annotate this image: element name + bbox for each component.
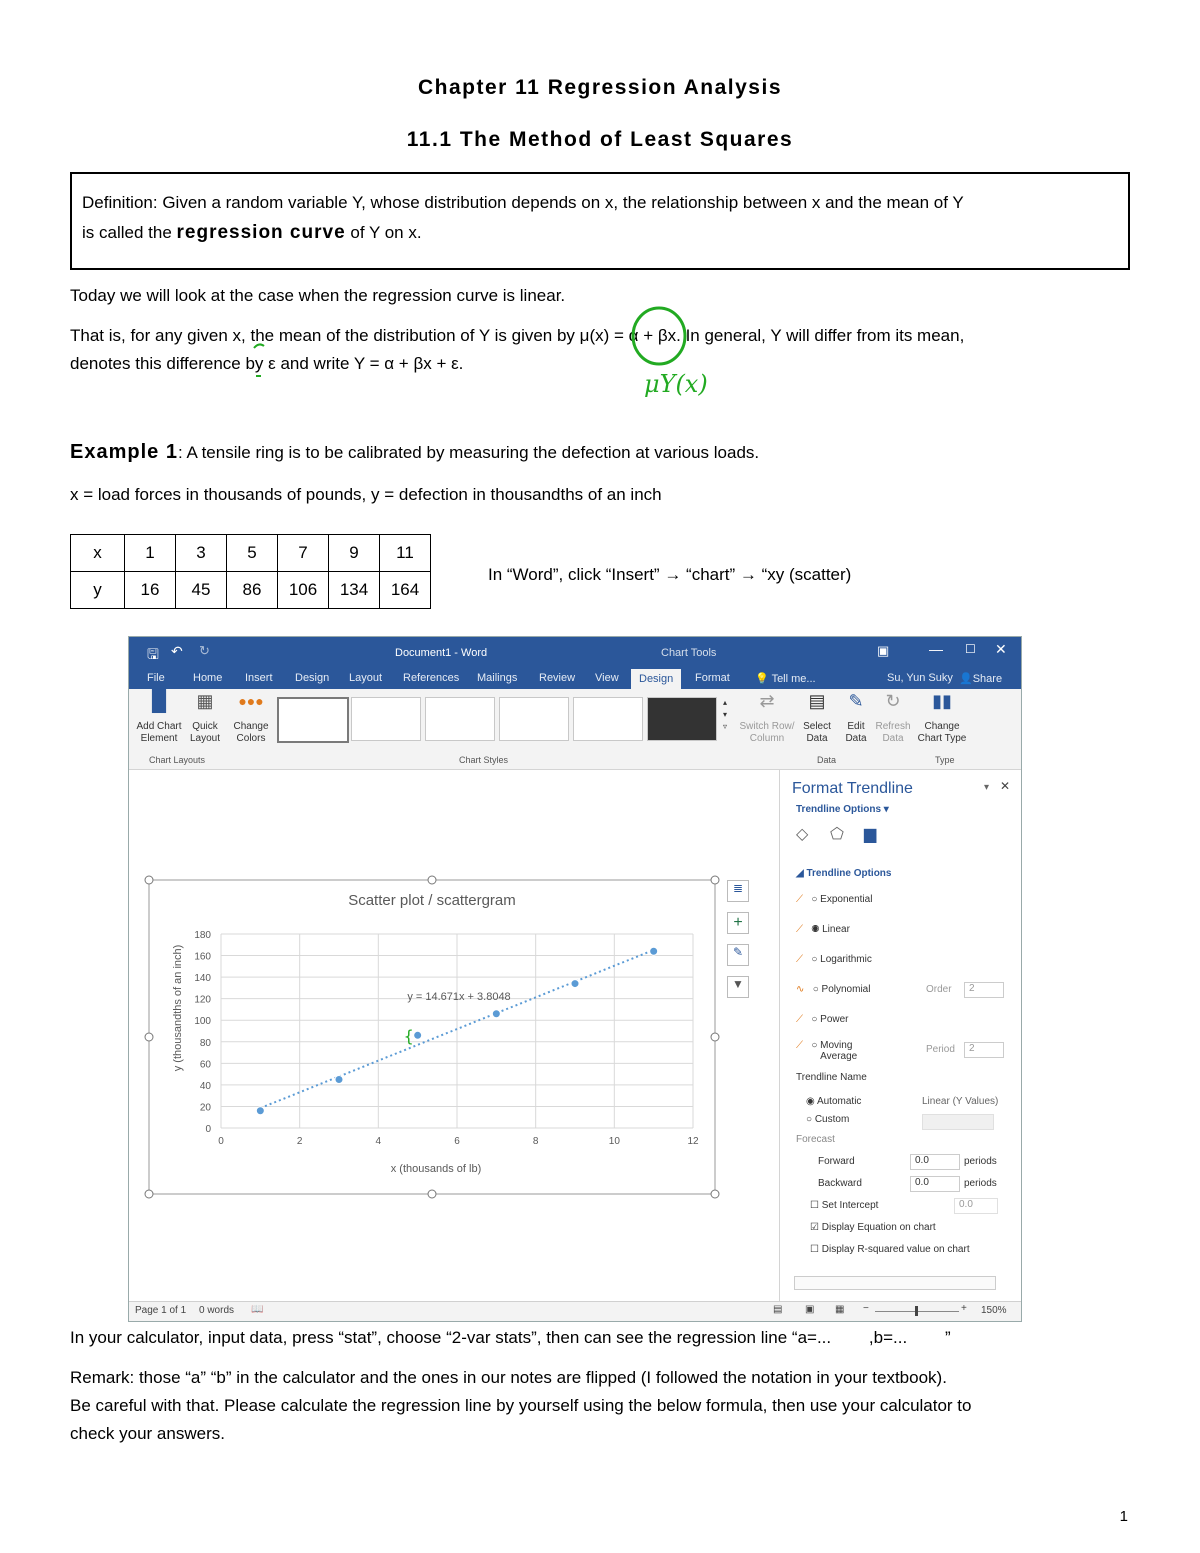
refresh-data-button[interactable] <box>875 691 911 745</box>
paragraph-mean-line1: That is, for any given x, the mean of the distribution of Y is given by μ(x) = α + βx. In general, Y will differ from its mean, <box>70 326 965 345</box>
paragraph-linear: Today we will look at the case when the regression curve is linear. <box>70 286 566 305</box>
remark-line3: check your answers. <box>70 1424 225 1443</box>
y-tick-label: 100 <box>194 1016 211 1028</box>
data-point <box>571 980 579 988</box>
person-icon: 👤 <box>959 673 973 685</box>
example-heading <box>70 438 759 467</box>
pane-subtitle-text: Trendline Options <box>796 804 882 815</box>
backward-input[interactable]: 0.0 <box>910 1176 960 1192</box>
status-bar <box>129 1301 1021 1322</box>
tab-view[interactable]: View <box>595 672 619 684</box>
redo-icon[interactable]: ↻ <box>199 643 210 658</box>
pane-close-icon[interactable]: ✕ <box>1000 779 1011 793</box>
chart-title: Scatter plot / scattergram <box>348 892 516 909</box>
page-number: 1 <box>1119 1508 1128 1525</box>
group-label-data: Data <box>817 755 837 765</box>
display-r-squared-checkbox[interactable]: ☐ Display R-squared value on chart <box>810 1244 970 1255</box>
select-data-button[interactable] <box>799 691 835 745</box>
forward-input[interactable]: 0.0 <box>910 1154 960 1170</box>
x-tick-label: 8 <box>532 1136 539 1147</box>
chapter-title: Chapter 11 Regression Analysis <box>417 76 783 99</box>
ribbon-display-icon[interactable]: ▣ <box>877 643 890 658</box>
tab-review[interactable]: Review <box>539 672 576 684</box>
x-tick-label: 6 <box>454 1136 460 1147</box>
power-icon: ⟋ <box>796 1014 803 1025</box>
logarithmic-icon: ⟋ <box>796 954 803 965</box>
automatic-label: Automatic <box>816 1096 862 1107</box>
zoom-slider-thumb[interactable] <box>915 1306 918 1316</box>
example-label: Example 1 <box>70 441 178 463</box>
definition-line1: Definition: Given a random variable Y, whose distribution depends on x, the relationship between x and the mean of Y <box>82 193 964 212</box>
read-mode-icon[interactable]: ▤ <box>773 1304 783 1315</box>
change-chart-type-button[interactable] <box>917 691 967 745</box>
table-cell: 164 <box>380 572 431 609</box>
option-logarithmic[interactable]: ⟋ ○ Logarithmic <box>796 954 872 965</box>
resize-handle <box>428 1190 436 1198</box>
option-label: Exponential <box>820 894 873 905</box>
chart-frame <box>145 876 719 1198</box>
effects-icon[interactable]: ⬠ <box>830 826 844 843</box>
option-label: Polynomial <box>821 984 871 995</box>
section-title: 11.1 The Method of Least Squares <box>406 128 794 151</box>
data-point <box>335 1076 343 1084</box>
y-tick-label: 180 <box>194 930 211 941</box>
forward-periods-label: periods <box>964 1156 997 1167</box>
handwritten-brace: { <box>403 1026 414 1046</box>
change-colors-button[interactable] <box>229 695 273 745</box>
zoom-out-icon[interactable]: − <box>863 1303 869 1314</box>
quick-layout-button[interactable] <box>185 691 225 745</box>
y-axis-label: y (thousandths of an inch) <box>172 944 184 1072</box>
data-point <box>650 947 658 955</box>
data-table <box>70 534 431 609</box>
section-trendline-options[interactable]: ◢ Trendline Options <box>796 868 892 879</box>
chart-style-5[interactable] <box>573 697 643 741</box>
option-power[interactable]: ⟋ ○ Power <box>796 1014 849 1025</box>
tab-insert[interactable]: Insert <box>245 672 273 684</box>
display-equation-checkbox[interactable]: ☑ Display Equation on chart <box>810 1222 936 1233</box>
display-equation-label: Display Equation on chart <box>821 1222 936 1233</box>
table-cell: 106 <box>278 572 329 609</box>
table-cell: 3 <box>176 535 227 572</box>
resize-handle <box>428 876 436 884</box>
y-tick-label: 60 <box>199 1059 211 1071</box>
table-cell: 5 <box>227 535 278 572</box>
tab-file[interactable]: File <box>147 672 165 684</box>
paragraph-mean-line2: denotes this difference by ε and write Y = α + βx + ε. <box>70 354 464 373</box>
handwritten-mu: μY(x) <box>644 370 708 398</box>
chart-filter-icon[interactable]: ▼ <box>727 976 749 998</box>
word-window <box>128 636 1022 1322</box>
pane-scrollbar[interactable] <box>794 1276 996 1290</box>
table-cell: 7 <box>278 535 329 572</box>
scatter-chart[interactable] <box>129 770 779 1301</box>
group-label-layouts: Chart Layouts <box>149 755 206 765</box>
handwritten-annotation <box>630 300 730 410</box>
backward-periods-label: periods <box>964 1178 997 1189</box>
context-label: Chart Tools <box>661 647 717 659</box>
period-label: Period <box>926 1044 955 1055</box>
refresh-data-icon: ↻ <box>885 691 901 711</box>
trendline-name-label: Trendline Name <box>796 1072 867 1083</box>
custom-name-input[interactable] <box>922 1114 994 1130</box>
data-point <box>414 1031 422 1039</box>
y-tick-label: 40 <box>199 1080 211 1092</box>
tab-layout[interactable]: Layout <box>349 672 383 684</box>
definition-box <box>70 172 1130 270</box>
table-row-x <box>71 535 431 572</box>
word-count[interactable]: 0 words <box>199 1305 235 1316</box>
y-tick-label: 0 <box>205 1124 211 1135</box>
data-point <box>492 1010 500 1018</box>
select-data-icon: ▤ <box>808 691 826 711</box>
edit-data-label: Edit Data <box>845 721 867 744</box>
chart-elements-plus-icon[interactable]: + <box>727 912 749 934</box>
switch-row-column-label: Switch Row/ Column <box>739 721 795 744</box>
lightbulb-icon: 💡 <box>755 673 772 685</box>
zoom-in-icon[interactable]: + <box>961 1303 967 1314</box>
handwritten-marks <box>250 326 270 386</box>
table-cell: 86 <box>227 572 278 609</box>
tab-chart-format[interactable]: Format <box>695 672 730 684</box>
order-label: Order <box>926 984 952 995</box>
table-header-y: y <box>71 572 125 609</box>
chart-style-1[interactable] <box>277 697 349 743</box>
table-header-x: x <box>71 535 125 572</box>
close-icon[interactable]: ✕ <box>995 641 1007 657</box>
set-intercept-checkbox[interactable]: ☐ Set Intercept <box>810 1200 879 1211</box>
definition-term: regression curve <box>176 222 346 243</box>
add-chart-element-button[interactable] <box>133 690 185 745</box>
tab-home[interactable]: Home <box>193 672 223 684</box>
y-tick-label: 160 <box>194 951 211 963</box>
option-automatic[interactable]: ◉ Automatic <box>806 1096 862 1107</box>
edit-data-icon: ✎ <box>848 691 864 711</box>
fill-line-icon[interactable]: ◇ <box>796 826 809 843</box>
data-point <box>256 1107 264 1115</box>
proofing-icon[interactable]: 📖 <box>251 1304 264 1315</box>
x-tick-label: 10 <box>608 1136 620 1147</box>
x-tick-label: 4 <box>375 1136 382 1147</box>
x-tick-label: 12 <box>687 1136 699 1147</box>
backward-label: Backward <box>818 1178 862 1189</box>
section-label: Trendline Options <box>806 868 892 879</box>
option-linear[interactable]: ⟋ ◉ Linear <box>796 924 850 935</box>
web-layout-icon[interactable]: ▦ <box>835 1304 845 1315</box>
table-cell: 1 <box>125 535 176 572</box>
period-input[interactable]: 2 <box>964 1042 1004 1058</box>
x-tick-label: 2 <box>296 1136 303 1147</box>
quick-layout-icon: ▦ <box>196 691 214 711</box>
option-custom[interactable]: ○ Custom <box>806 1114 850 1125</box>
remark-line2: Be careful with that. Please calculate the regression line by yourself using the below formula, then use your calculator to <box>70 1396 972 1415</box>
resize-handle <box>145 876 153 884</box>
user-name[interactable]: Su, Yun Suky <box>887 672 953 684</box>
change-colors-icon: ●●● <box>238 693 264 709</box>
option-polynomial[interactable]: ∿ ○ Polynomial Order 2 <box>796 984 870 995</box>
word-instruction: In “Word”, click “Insert” → “chart” → “xy (scatter) <box>488 565 852 584</box>
table-cell: 9 <box>329 535 380 572</box>
resize-handle <box>711 1033 719 1041</box>
chart-style-6[interactable] <box>647 697 717 741</box>
trendline-options-icon[interactable]: ▆ <box>864 826 877 843</box>
page-count[interactable]: Page 1 of 1 <box>135 1305 187 1316</box>
share-button[interactable] <box>959 672 1002 685</box>
calculator-instructions: In your calculator, input data, press “stat”, choose “2-var stats”, then can see the regression line “a=... ,b=... ” <box>70 1328 951 1347</box>
option-label: Logarithmic <box>820 954 872 965</box>
resize-handle <box>711 1190 719 1198</box>
custom-label: Custom <box>814 1114 850 1125</box>
tab-design[interactable]: Design <box>295 672 330 684</box>
switch-row-column-icon: ⇄ <box>759 691 775 711</box>
trendline-equation: y = 14.671x + 3.8048 <box>407 991 511 1003</box>
option-exponential[interactable]: ⟋ ○ Exponential <box>796 894 873 905</box>
add-chart-element-label: Add Chart Element <box>136 721 182 744</box>
moving-average-icon: ⟋ <box>796 1040 803 1051</box>
format-trendline-pane <box>779 770 1022 1301</box>
remark-line1: Remark: those “a” “b” in the calculator and the ones in our notes are flipped (I followed the notation in your textbook). <box>70 1368 947 1387</box>
group-label-styles: Chart Styles <box>459 755 509 765</box>
undo-icon[interactable]: ↶ <box>171 643 183 659</box>
zoom-level[interactable]: 150% <box>981 1305 1007 1316</box>
forward-label: Forward <box>818 1156 855 1167</box>
linear-icon: ⟋ <box>796 924 803 935</box>
pane-subtitle[interactable]: Trendline Options ▾ <box>796 804 889 815</box>
resize-handle <box>145 1190 153 1198</box>
example-variables: x = load forces in thousands of pounds, y = defection in thousandths of an inch <box>70 485 662 504</box>
switch-row-column-button[interactable] <box>739 691 795 745</box>
example-text: : A tensile ring is to be calibrated by measuring the defection at various loads. <box>177 443 760 462</box>
document-canvas <box>129 770 779 1301</box>
add-chart-element-icon: ▐▌ <box>144 690 174 712</box>
tab-chart-design[interactable]: Design <box>631 669 681 689</box>
word-titlebar <box>129 637 1021 669</box>
pane-menu-icon[interactable]: ▾ <box>984 782 990 793</box>
option-label: Linear <box>822 924 850 935</box>
change-colors-label: Change Colors <box>233 721 269 744</box>
definition-line2-post: of Y on x. <box>345 223 422 242</box>
forecast-label: Forecast <box>796 1134 835 1145</box>
pane-title: Format Trendline <box>792 780 913 797</box>
chart-style-2[interactable] <box>351 697 421 741</box>
ribbon-tabs <box>129 669 1021 689</box>
x-tick-label: 0 <box>218 1136 224 1147</box>
x-axis-label: x (thousands of lb) <box>390 1163 482 1175</box>
layout-options-icon[interactable]: ≣ <box>727 880 749 902</box>
option-label: Moving Average <box>820 1040 858 1062</box>
refresh-data-label: Refresh Data <box>875 721 911 744</box>
option-label: Power <box>820 1014 849 1025</box>
change-chart-type-label: Change Chart Type <box>917 721 967 744</box>
intercept-input[interactable]: 0.0 <box>954 1198 998 1214</box>
resize-handle <box>711 876 719 884</box>
exponential-icon: ⟋ <box>796 894 803 905</box>
table-cell: 134 <box>329 572 380 609</box>
chart-area-border <box>149 880 715 1194</box>
print-layout-icon[interactable]: ▣ <box>805 1304 815 1315</box>
table-row-y <box>71 572 431 609</box>
group-label-type: Type <box>935 755 955 765</box>
table-cell: 16 <box>125 572 176 609</box>
table-cell: 45 <box>176 572 227 609</box>
tell-me-text: Tell me... <box>771 673 816 685</box>
chart-style-3[interactable] <box>425 697 495 741</box>
y-tick-label: 120 <box>194 994 211 1006</box>
y-tick-label: 20 <box>199 1102 211 1114</box>
polynomial-icon: ∿ <box>796 984 805 995</box>
gallery-scroll[interactable]: ▴ ▾ ▿ <box>722 698 727 731</box>
option-moving-average[interactable]: ⟋ ○ Moving Average Period 2 <box>796 1040 1016 1062</box>
set-intercept-label: Set Intercept <box>821 1200 879 1211</box>
y-tick-label: 80 <box>199 1037 211 1049</box>
select-data-label: Select Data <box>803 721 831 744</box>
automatic-value: Linear (Y Values) <box>922 1096 999 1107</box>
display-r-squared-label: Display R-squared value on chart <box>821 1244 970 1255</box>
tab-references[interactable]: References <box>403 672 460 684</box>
y-tick-label: 140 <box>194 973 211 985</box>
minimize-icon[interactable]: — <box>929 641 943 657</box>
save-icon[interactable]: 🖫 <box>147 646 159 662</box>
edit-data-button[interactable] <box>839 691 873 745</box>
share-label: Share <box>972 673 1003 685</box>
ribbon <box>129 689 1021 770</box>
chart-style-4[interactable] <box>499 697 569 741</box>
tell-me-box[interactable] <box>755 672 816 685</box>
change-chart-type-icon: ▮▮ <box>932 691 952 711</box>
maximize-icon[interactable]: ☐ <box>965 642 976 656</box>
table-cell: 11 <box>380 535 431 572</box>
definition-line2-pre: is called the <box>82 223 177 242</box>
chart-styles-brush-icon[interactable]: ✎ <box>727 944 749 966</box>
tab-mailings[interactable]: Mailings <box>477 672 518 684</box>
window-title: Document1 - Word <box>395 647 488 659</box>
resize-handle <box>145 1033 153 1041</box>
quick-layout-label: Quick Layout <box>189 721 221 744</box>
order-input[interactable]: 2 <box>964 982 1004 998</box>
